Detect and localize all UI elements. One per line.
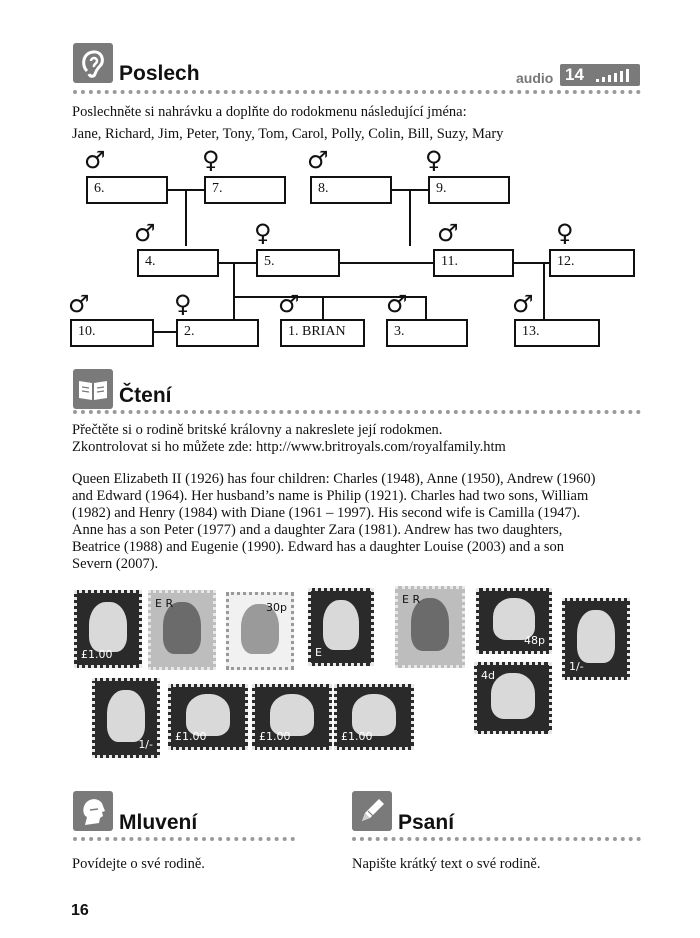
writing-divider	[352, 837, 641, 841]
speaking-title: Mluvení	[119, 811, 198, 834]
audio-bars-icon	[596, 67, 636, 83]
tree-line	[233, 262, 235, 298]
tree-line	[218, 262, 258, 264]
female-symbol: ♀	[254, 219, 272, 247]
pencil-icon	[352, 791, 392, 831]
tree-box-11[interactable]: 11.	[433, 249, 514, 277]
male-symbol: ♂	[307, 146, 329, 174]
tree-box-8[interactable]: 8.	[310, 176, 392, 204]
speaking-head-icon	[73, 791, 113, 831]
reading-instruction-1: Přečtěte si o rodině britské královny a nakreslete její rodokmen.	[72, 422, 443, 438]
tree-box-4[interactable]: 4.	[137, 249, 219, 277]
stamp: £1.00	[252, 684, 332, 750]
tree-box-13[interactable]: 13.	[514, 319, 600, 347]
male-symbol: ♂	[278, 290, 300, 318]
audio-label: audio	[516, 70, 554, 86]
reading-divider	[73, 410, 641, 414]
stamp: 1/-	[562, 598, 630, 680]
stamp: £1.00	[74, 590, 142, 668]
stamp: 1/-	[92, 678, 160, 758]
tree-box-3[interactable]: 3.	[386, 319, 468, 347]
audio-track-badge	[560, 64, 640, 86]
male-symbol: ♂	[512, 290, 534, 318]
book-icon	[73, 369, 113, 409]
tree-line	[185, 189, 187, 246]
tree-box-1-brian[interactable]: 1. BRIAN	[280, 319, 365, 347]
stamp: E R	[395, 586, 465, 668]
male-symbol: ♂	[84, 146, 106, 174]
ear-icon	[73, 43, 113, 83]
tree-line	[543, 262, 545, 320]
tree-box-6[interactable]: 6.	[86, 176, 168, 204]
tree-line	[338, 262, 434, 264]
female-symbol: ♀	[556, 219, 574, 247]
male-symbol: ♂	[386, 290, 408, 318]
speaking-divider	[73, 837, 295, 841]
tree-line	[409, 189, 411, 246]
tree-line	[153, 331, 177, 333]
reading-title: Čtení	[119, 384, 172, 407]
tree-box-10[interactable]: 10.	[70, 319, 154, 347]
reading-text-line: Queen Elizabeth II (1926) has four children: Charles (1948), Anne (1950), Andrew (1960)	[72, 471, 596, 487]
tree-box-2[interactable]: 2.	[176, 319, 259, 347]
stamp: 48p	[476, 588, 552, 654]
female-symbol: ♀	[425, 146, 443, 174]
listening-title: Poslech	[119, 62, 200, 85]
stamp: £1.00	[334, 684, 414, 750]
male-symbol: ♂	[68, 290, 90, 318]
tree-box-5[interactable]: 5.	[256, 249, 340, 277]
stamp: E R	[148, 590, 216, 670]
speaking-text: Povídejte o své rodině.	[72, 856, 205, 872]
reading-text-line: (1982) and Henry (1984) with Diane (1961 – 1997). His second wife is Camilla (1947).	[72, 505, 581, 521]
listening-instruction: Poslechněte si nahrávku a doplňte do rodokmenu následující jména:	[72, 104, 467, 120]
writing-title: Psaní	[398, 811, 455, 834]
tree-line	[425, 296, 427, 320]
writing-text: Napište krátký text o své rodině.	[352, 856, 541, 872]
reading-text-line: Severn (2007).	[72, 556, 159, 572]
audio-track-number: 14	[565, 65, 584, 84]
reading-instruction-2: Zkontrolovat si ho můžete zde: http://www.britroyals.com/royalfamily.htm	[72, 439, 506, 455]
female-symbol: ♀	[174, 290, 192, 318]
reading-text-line: Anne has a son Peter (1977) and a daughter Zara (1981). Andrew has two daughters,	[72, 522, 563, 538]
male-symbol: ♂	[134, 219, 156, 247]
stamp: 30p	[226, 592, 294, 670]
tree-line	[322, 296, 324, 320]
page-number: 16	[71, 902, 89, 919]
tree-box-7[interactable]: 7.	[204, 176, 286, 204]
female-symbol: ♀	[202, 146, 220, 174]
tree-box-12[interactable]: 12.	[549, 249, 635, 277]
stamp: E	[308, 588, 374, 666]
tree-line	[233, 296, 235, 320]
reading-text-line: and Edward (1964). Her husband’s name is Philip (1921). Charles had two sons, William	[72, 488, 589, 504]
stamp: £1.00	[168, 684, 248, 750]
tree-box-9[interactable]: 9.	[428, 176, 510, 204]
listening-names-list: Jane, Richard, Jim, Peter, Tony, Tom, Carol, Polly, Colin, Bill, Suzy, Mary	[72, 126, 504, 142]
listening-divider	[73, 90, 641, 94]
stamp: 4d	[474, 662, 552, 734]
reading-text-line: Beatrice (1988) and Eugenie (1990). Edward has a daughter Louise (2003) and a son	[72, 539, 565, 555]
male-symbol: ♂	[437, 219, 459, 247]
